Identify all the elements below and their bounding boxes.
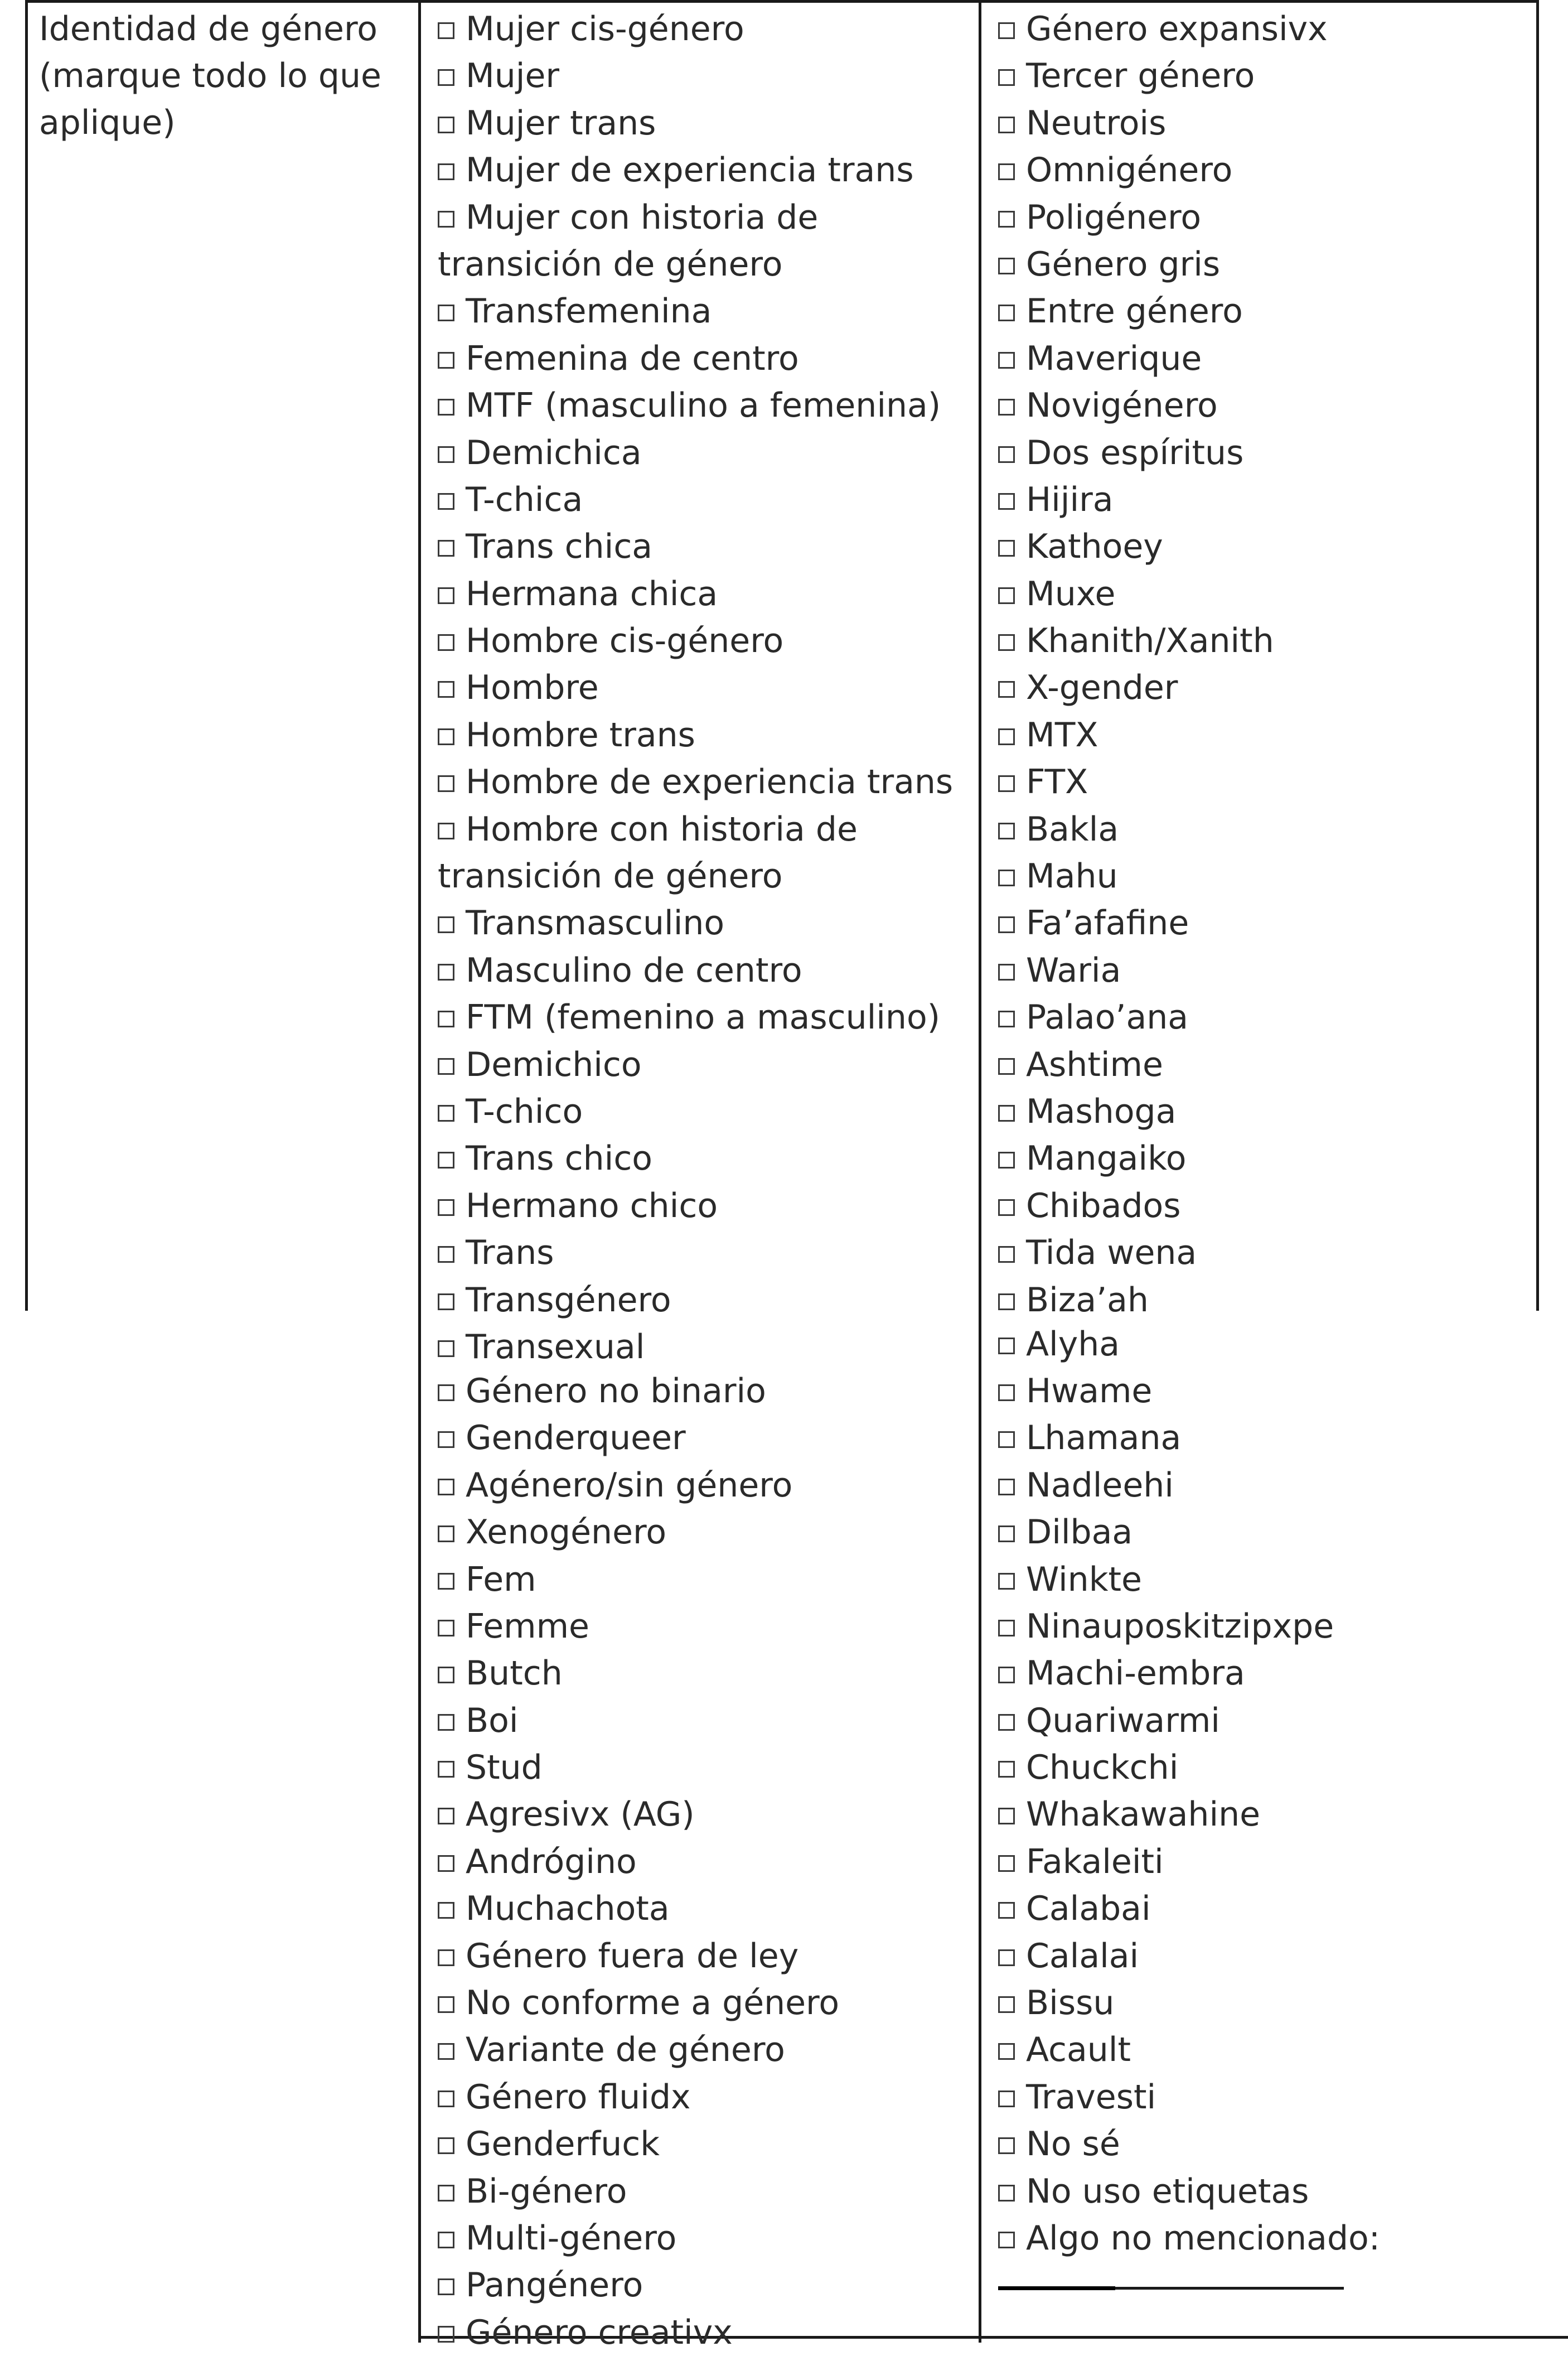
option-ftm-femenino-a-masculino[interactable] xyxy=(438,994,967,1041)
checkbox[interactable] xyxy=(998,1431,1015,1448)
option-trans[interactable] xyxy=(438,1229,967,1276)
option-entre-genero[interactable] xyxy=(998,288,1528,335)
checkbox[interactable] xyxy=(998,1479,1015,1495)
option-trans-chica[interactable] xyxy=(438,523,967,570)
option-label: Muchachota xyxy=(466,1889,670,1929)
option-t-chica[interactable] xyxy=(438,476,967,523)
option-label: T-chico xyxy=(466,1092,583,1132)
option-bi-genero[interactable] xyxy=(438,2168,967,2215)
option-label: Khanith/Xanith xyxy=(1026,621,1274,661)
option-label: Género gris xyxy=(1026,244,1221,284)
option-label: Biza’ah xyxy=(1026,1280,1149,1320)
option-label: Butch xyxy=(466,1654,563,1693)
option-bissu[interactable] xyxy=(998,1980,1528,2026)
checkbox[interactable] xyxy=(998,1338,1015,1354)
option-label: Tida wena xyxy=(1026,1233,1197,1273)
option-label: Acault xyxy=(1026,2030,1131,2070)
checkbox[interactable] xyxy=(998,870,1015,886)
option-palao-ana[interactable] xyxy=(998,994,1528,1041)
checkbox[interactable] xyxy=(998,258,1015,274)
option-novigenero[interactable] xyxy=(998,382,1528,429)
option-label: Tercer género xyxy=(1026,56,1255,96)
option-label: Transexual xyxy=(466,1327,645,1367)
option-label: No sé xyxy=(1026,2125,1120,2164)
option-dilbaa[interactable] xyxy=(998,1509,1528,1556)
option-muxe[interactable] xyxy=(998,571,1528,617)
option-label: Neutrois xyxy=(1026,103,1167,143)
option-label: Alyha xyxy=(1026,1324,1120,1364)
option-neutrois[interactable] xyxy=(998,100,1528,147)
option-mtx[interactable] xyxy=(998,712,1528,759)
option-agresivx-ag[interactable] xyxy=(438,1791,967,1838)
checkbox[interactable] xyxy=(438,964,454,981)
option-label: Transfemenina xyxy=(466,292,712,331)
option-genderqueer[interactable] xyxy=(438,1414,967,1461)
checkbox[interactable] xyxy=(998,1667,1015,1683)
option-genero-no-binario[interactable] xyxy=(438,1368,967,1414)
option-androgino[interactable] xyxy=(438,1838,967,1885)
option-label: Mashoga xyxy=(1026,1092,1177,1131)
option-label: Lhamana xyxy=(1026,1418,1182,1458)
option-label: Waria xyxy=(1026,950,1121,990)
checkbox[interactable] xyxy=(998,728,1015,745)
checkbox[interactable] xyxy=(438,2137,454,2154)
checkbox[interactable] xyxy=(438,1996,454,2013)
checkbox[interactable] xyxy=(998,163,1015,180)
checkbox[interactable] xyxy=(438,493,454,510)
option-label: Agénero/sin género xyxy=(466,1465,793,1505)
checkbox[interactable] xyxy=(998,22,1015,39)
option-label: Hijira xyxy=(1026,480,1114,519)
checkbox[interactable] xyxy=(998,1573,1015,1590)
checkbox[interactable] xyxy=(998,211,1015,228)
checkbox[interactable] xyxy=(438,399,454,416)
checkbox[interactable] xyxy=(438,1011,454,1027)
table-border-top xyxy=(25,0,1539,3)
option-transgenero[interactable] xyxy=(438,1277,967,1324)
checkbox[interactable] xyxy=(438,352,454,369)
option-label: Hombre xyxy=(466,668,599,708)
option-hermana-chica[interactable] xyxy=(438,571,967,617)
option-label: Variante de género xyxy=(466,2030,785,2070)
option-label: Palao’ana xyxy=(1026,998,1189,1037)
checkbox[interactable] xyxy=(438,1340,454,1357)
checkbox[interactable] xyxy=(438,69,454,86)
checkbox[interactable] xyxy=(438,1855,454,1872)
option-winkte[interactable] xyxy=(998,1556,1528,1603)
option-genero-expansivx[interactable] xyxy=(998,6,1528,52)
checkbox[interactable] xyxy=(998,1293,1015,1310)
options-column-2 xyxy=(998,6,1528,2262)
option-label: Género creativx xyxy=(466,2312,733,2352)
checkbox[interactable] xyxy=(998,634,1015,651)
option-label: Bakla xyxy=(1026,809,1119,849)
option-label: FTM (femenino a masculino) xyxy=(466,998,941,1037)
option-label: Whakawahine xyxy=(1026,1795,1261,1834)
checkbox[interactable] xyxy=(998,1902,1015,1919)
option-khanith-xanith[interactable] xyxy=(998,617,1528,664)
option-boi[interactable] xyxy=(438,1697,967,1744)
checkbox[interactable] xyxy=(998,2137,1015,2154)
option-agenero-sin-genero[interactable] xyxy=(438,1462,967,1509)
option-label: Omnigénero xyxy=(1026,151,1233,190)
checkbox[interactable] xyxy=(998,1620,1015,1636)
checkbox[interactable] xyxy=(438,1105,454,1122)
option-label: Mujer de experiencia trans xyxy=(466,151,914,190)
checkbox[interactable] xyxy=(998,399,1015,416)
option-label: Femme xyxy=(466,1606,589,1646)
checkbox[interactable] xyxy=(998,352,1015,369)
option-ftx[interactable] xyxy=(998,759,1528,805)
option-label: Xenogénero xyxy=(466,1513,667,1552)
option-label: Machi-embra xyxy=(1026,1654,1245,1693)
checkbox[interactable] xyxy=(998,69,1015,86)
option-label: Hwame xyxy=(1026,1371,1153,1411)
checkbox[interactable] xyxy=(998,1105,1015,1122)
option-maverique[interactable] xyxy=(998,335,1528,382)
checkbox[interactable] xyxy=(438,305,454,321)
option-label: Trans xyxy=(466,1233,554,1273)
option-label: Bi-género xyxy=(466,2171,627,2211)
option-label: FTX xyxy=(1026,762,1088,802)
option-pangenero[interactable] xyxy=(438,2262,967,2309)
option-label: Fakaleiti xyxy=(1026,1842,1164,1881)
option-tercer-genero[interactable] xyxy=(998,52,1528,99)
option-algo-no-mencionado[interactable] xyxy=(998,2215,1528,2262)
option-mujer[interactable] xyxy=(438,52,967,99)
checkbox[interactable] xyxy=(438,163,454,180)
checkbox[interactable] xyxy=(998,1384,1015,1401)
checkbox[interactable] xyxy=(998,1996,1015,2013)
checkbox[interactable] xyxy=(438,1949,454,1966)
option-label: Muxe xyxy=(1026,574,1116,614)
option-machi-embra[interactable] xyxy=(998,1650,1528,1697)
option-label: Mahu xyxy=(1026,857,1118,896)
checkbox[interactable] xyxy=(438,1573,454,1590)
option-label: Mangaiko xyxy=(1026,1139,1187,1179)
checkbox[interactable] xyxy=(438,681,454,698)
option-label: Dos espíritus xyxy=(1026,433,1244,472)
checkbox[interactable] xyxy=(438,728,454,745)
table-border-right xyxy=(1536,0,1539,1311)
option-label: Andrógino xyxy=(466,1842,637,1881)
option-butch[interactable] xyxy=(438,1650,967,1697)
option-label: Trans chico xyxy=(466,1139,653,1179)
checkbox[interactable] xyxy=(998,1808,1015,1824)
option-label: Mujer con historia de transición de género xyxy=(438,197,819,284)
option-kathoey[interactable] xyxy=(998,523,1528,570)
table-border-left xyxy=(25,0,28,1311)
option-mahu[interactable] xyxy=(998,853,1528,900)
checkbox[interactable] xyxy=(438,2326,454,2343)
option-trans-chico[interactable] xyxy=(438,1135,967,1182)
checkbox[interactable] xyxy=(438,540,454,557)
option-label: Novigénero xyxy=(1026,386,1218,426)
checkbox[interactable] xyxy=(438,1431,454,1448)
checkbox[interactable] xyxy=(438,22,454,39)
checkbox[interactable] xyxy=(998,823,1015,839)
option-label: Hombre de experiencia trans xyxy=(466,762,954,802)
option-mujer-trans[interactable] xyxy=(438,100,967,147)
option-hombre-cis-genero[interactable] xyxy=(438,617,967,664)
checkbox[interactable] xyxy=(438,1479,454,1495)
option-x-gender[interactable] xyxy=(998,664,1528,711)
checkbox[interactable] xyxy=(438,775,454,792)
option-label: Hombre cis-género xyxy=(466,621,784,661)
option-lhamana[interactable] xyxy=(998,1414,1528,1461)
checkbox[interactable] xyxy=(438,2232,454,2248)
checkbox[interactable] xyxy=(998,2091,1015,2107)
checkbox[interactable] xyxy=(998,775,1015,792)
option-no-uso-etiquetas[interactable] xyxy=(998,2168,1528,2215)
option-bakla[interactable] xyxy=(998,806,1528,853)
option-label: Poligénero xyxy=(1026,197,1202,237)
option-chibados[interactable] xyxy=(998,1182,1528,1229)
option-calalai[interactable] xyxy=(998,1933,1528,1980)
write-in-line-segment xyxy=(998,2286,1115,2290)
option-label: No conforme a género xyxy=(466,1983,840,2023)
checkbox[interactable] xyxy=(438,1199,454,1216)
checkbox[interactable] xyxy=(998,1246,1015,1263)
option-biza-ah[interactable] xyxy=(998,1277,1528,1321)
option-mujer-cis-genero[interactable] xyxy=(438,6,967,52)
checkbox[interactable] xyxy=(438,916,454,933)
option-no-se[interactable] xyxy=(998,2121,1528,2167)
option-label: Travesti xyxy=(1026,2077,1156,2117)
option-omnigenero[interactable] xyxy=(998,147,1528,194)
option-alyha[interactable] xyxy=(998,1321,1528,1368)
checkbox[interactable] xyxy=(998,1761,1015,1778)
checkbox[interactable] xyxy=(998,2232,1015,2248)
option-label: Dilbaa xyxy=(1026,1513,1133,1552)
option-xenogenero[interactable] xyxy=(438,1509,967,1556)
checkbox[interactable] xyxy=(438,2185,454,2201)
option-transfemenina[interactable] xyxy=(438,288,967,335)
option-stud[interactable] xyxy=(438,1744,967,1791)
option-label: Hombre con historia de transición de género xyxy=(438,809,858,896)
option-quariwarmi[interactable] xyxy=(998,1697,1528,1744)
option-ninauposkitzipxpe[interactable] xyxy=(998,1603,1528,1650)
option-hombre-de-experiencia-trans[interactable] xyxy=(438,759,967,805)
option-label: Hermano chico xyxy=(466,1186,718,1225)
option-label: Género no binario xyxy=(466,1371,766,1411)
option-label: Ashtime xyxy=(1026,1045,1163,1084)
option-fakaleiti[interactable] xyxy=(998,1838,1528,1885)
option-label: MTX xyxy=(1026,715,1098,755)
checkbox[interactable] xyxy=(438,1667,454,1683)
option-waria[interactable] xyxy=(998,947,1528,994)
checkbox[interactable] xyxy=(998,681,1015,698)
option-label: Género fluidx xyxy=(466,2077,691,2117)
option-travesti[interactable] xyxy=(998,2074,1528,2121)
table-divider-2 xyxy=(979,0,981,2343)
checkbox[interactable] xyxy=(438,2278,454,2295)
option-label: T-chica xyxy=(466,480,583,519)
option-genero-gris[interactable] xyxy=(998,241,1528,288)
option-ashtime[interactable] xyxy=(998,1041,1528,1088)
checkbox[interactable] xyxy=(438,823,454,839)
option-genero-fluidx[interactable] xyxy=(438,2074,967,2121)
option-label: Hombre trans xyxy=(466,715,695,755)
option-transexual[interactable] xyxy=(438,1324,967,1368)
option-tida-wena[interactable] xyxy=(998,1229,1528,1276)
option-label: Chuckchi xyxy=(1026,1748,1179,1788)
checkbox[interactable] xyxy=(998,1855,1015,1872)
checkbox[interactable] xyxy=(438,1246,454,1263)
checkbox[interactable] xyxy=(998,587,1015,604)
checkbox[interactable] xyxy=(438,1902,454,1919)
option-label: Fa’afafine xyxy=(1026,904,1189,943)
option-hombre[interactable] xyxy=(438,664,967,711)
checkbox[interactable] xyxy=(438,446,454,463)
checkbox[interactable] xyxy=(438,1714,454,1731)
option-hombre-trans[interactable] xyxy=(438,712,967,759)
option-label: No uso etiquetas xyxy=(1026,2171,1309,2211)
option-label: Maverique xyxy=(1026,339,1202,378)
checkbox[interactable] xyxy=(438,2043,454,2060)
checkbox[interactable] xyxy=(438,1293,454,1310)
checkbox[interactable] xyxy=(438,587,454,604)
option-muchachota[interactable] xyxy=(438,1885,967,1932)
option-demichico[interactable] xyxy=(438,1041,967,1088)
checkbox[interactable] xyxy=(998,305,1015,321)
checkbox[interactable] xyxy=(998,916,1015,933)
option-label: Genderqueer xyxy=(466,1418,686,1458)
checkbox[interactable] xyxy=(998,1949,1015,1966)
option-label: Calalai xyxy=(1026,1936,1139,1976)
option-label: Agresivx (AG) xyxy=(466,1795,695,1834)
option-hermano-chico[interactable] xyxy=(438,1182,967,1229)
option-label: Entre género xyxy=(1026,292,1243,331)
option-label: Bissu xyxy=(1026,1983,1115,2023)
option-femenina-de-centro[interactable] xyxy=(438,335,967,382)
option-label: Fem xyxy=(466,1560,536,1599)
option-acault[interactable] xyxy=(998,2026,1528,2073)
checkbox[interactable] xyxy=(998,1199,1015,1216)
option-hwame[interactable] xyxy=(998,1368,1528,1414)
option-label: Nadleehi xyxy=(1026,1465,1174,1505)
option-label: Demichica xyxy=(466,433,642,472)
option-label: Mujer xyxy=(466,56,560,96)
option-femme[interactable] xyxy=(438,1603,967,1650)
checkbox[interactable] xyxy=(438,1384,454,1401)
option-label: Boi xyxy=(466,1701,519,1740)
option-label: Hermana chica xyxy=(466,574,718,614)
option-label: Quariwarmi xyxy=(1026,1701,1220,1740)
checkbox[interactable] xyxy=(998,964,1015,981)
option-label: Mujer trans xyxy=(466,103,656,143)
option-label: Ninauposkitzipxpe xyxy=(1026,1606,1334,1646)
option-whakawahine[interactable] xyxy=(998,1791,1528,1838)
checkbox[interactable] xyxy=(438,1808,454,1824)
checkbox[interactable] xyxy=(998,1714,1015,1731)
option-label: Algo no mencionado: xyxy=(1026,2218,1380,2258)
option-variante-de-genero[interactable] xyxy=(438,2026,967,2073)
checkbox[interactable] xyxy=(438,211,454,228)
option-mashoga[interactable] xyxy=(998,1088,1528,1135)
option-hijira[interactable] xyxy=(998,476,1528,523)
option-genero-creativx[interactable] xyxy=(438,2309,967,2356)
option-hombre-con-historia-de-transicion-de-genero[interactable] xyxy=(438,806,967,900)
option-multi-genero[interactable] xyxy=(438,2215,967,2262)
option-chuckchi[interactable] xyxy=(998,1744,1528,1791)
option-label: Multi-género xyxy=(466,2219,677,2258)
option-label: X-gender xyxy=(1026,668,1178,708)
option-label: Transmasculino xyxy=(466,904,725,943)
option-label: Kathoey xyxy=(1026,527,1163,567)
option-label: Demichico xyxy=(466,1045,642,1084)
option-label: Winkte xyxy=(1026,1560,1142,1599)
option-label: Pangénero xyxy=(466,2266,643,2305)
checkbox[interactable] xyxy=(998,2185,1015,2201)
checkbox[interactable] xyxy=(998,540,1015,557)
checkbox[interactable] xyxy=(438,1152,454,1169)
checkbox[interactable] xyxy=(998,493,1015,510)
option-masculino-de-centro[interactable] xyxy=(438,947,967,994)
option-label: MTF (masculino a femenina) xyxy=(466,386,941,426)
option-label: Transgénero xyxy=(466,1280,671,1320)
option-fem[interactable] xyxy=(438,1556,967,1603)
field-label: Identidad de género (marque todo lo que aplique) xyxy=(39,9,381,142)
option-no-conforme-a-genero[interactable] xyxy=(438,1980,967,2026)
option-mujer-con-historia-de-transicion-de-genero[interactable] xyxy=(438,194,967,288)
checkbox[interactable] xyxy=(438,117,454,133)
option-demichica[interactable] xyxy=(438,429,967,476)
checkbox[interactable] xyxy=(998,446,1015,463)
option-dos-espiritus[interactable] xyxy=(998,429,1528,476)
option-t-chico[interactable] xyxy=(438,1088,967,1135)
checkbox[interactable] xyxy=(998,1058,1015,1075)
option-genderfuck[interactable] xyxy=(438,2121,967,2167)
option-genero-fuera-de-ley[interactable] xyxy=(438,1933,967,1980)
options-column-1 xyxy=(438,6,967,2356)
option-label: Calabai xyxy=(1026,1889,1151,1929)
checkbox[interactable] xyxy=(998,2043,1015,2060)
option-label: Género fuera de ley xyxy=(466,1936,799,1976)
checkbox[interactable] xyxy=(998,117,1015,133)
checkbox[interactable] xyxy=(998,1152,1015,1169)
checkbox[interactable] xyxy=(438,1761,454,1778)
option-mujer-de-experiencia-trans[interactable] xyxy=(438,147,967,194)
checkbox[interactable] xyxy=(438,634,454,651)
option-fa-afafine[interactable] xyxy=(998,900,1528,947)
option-label: Trans chica xyxy=(466,527,653,567)
checkbox[interactable] xyxy=(438,1525,454,1542)
option-mtf-masculino-a-femenina[interactable] xyxy=(438,382,967,429)
option-label: Genderfuck xyxy=(466,2125,660,2164)
table-divider-1 xyxy=(418,0,421,2343)
checkbox[interactable] xyxy=(998,1525,1015,1542)
option-transmasculino[interactable] xyxy=(438,900,967,947)
checkbox[interactable] xyxy=(438,2091,454,2107)
checkbox[interactable] xyxy=(438,1058,454,1075)
option-poligenero[interactable] xyxy=(998,194,1528,241)
option-label: Mujer cis-género xyxy=(466,9,744,49)
option-label: Stud xyxy=(466,1748,543,1788)
option-label: Chibados xyxy=(1026,1186,1181,1225)
option-calabai[interactable] xyxy=(998,1885,1528,1932)
checkbox[interactable] xyxy=(998,1011,1015,1027)
option-label: Femenina de centro xyxy=(466,339,799,378)
option-nadleehi[interactable] xyxy=(998,1462,1528,1509)
option-mangaiko[interactable] xyxy=(998,1135,1528,1182)
option-label: Género expansivx xyxy=(1026,9,1328,49)
option-label: Masculino de centro xyxy=(466,950,802,990)
write-in-line[interactable] xyxy=(998,2287,1344,2290)
checkbox[interactable] xyxy=(438,1620,454,1636)
